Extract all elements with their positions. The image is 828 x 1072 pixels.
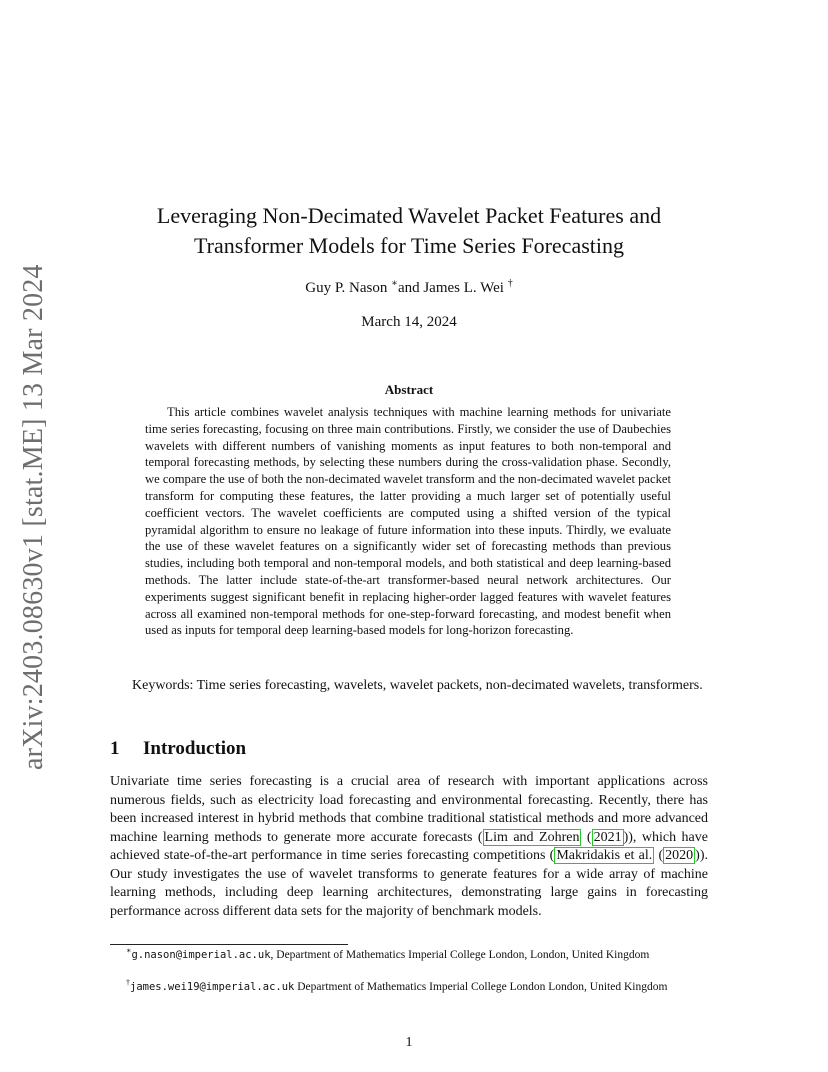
footnote-2 (110, 980, 708, 995)
arxiv-identifier-watermark: arXiv:2403.08630v1 [stat.ME] 13 Mar 2024 (18, 264, 49, 770)
footnote-1-email[interactable]: g.nason@imperial.ac.uk (131, 949, 271, 961)
footnote-divider (110, 944, 348, 945)
section-number: 1 (110, 738, 120, 759)
citation-link-makridakis[interactable]: Makridakis et al. (556, 848, 653, 863)
citation-link-lim-zohren-year[interactable]: 2021 (593, 829, 622, 845)
author-joiner: and James L. Wei (397, 280, 508, 296)
paper-title (110, 201, 708, 261)
footnote-2-mark: † (126, 978, 130, 987)
citation-link-makridakis-year[interactable]: 2020 (665, 848, 694, 863)
author-list (110, 278, 708, 298)
keywords: Keywords: Time series forecasting, wavelets, wavelet packets, non-decimated wavelets, transformers. (132, 678, 703, 693)
section-heading-introduction (110, 737, 246, 761)
author-nason: Guy P. Nason (305, 280, 392, 296)
abstract-text: This article combines wavelet analysis techniques with machine learning methods for univariate time series forecasting, focusing on three main contributions. Firstly, we consider the use of Daubechies wavelets with different numbers of vanishing moments as input features to both non-temporal and temporal forecasting methods, by selecting these numbers during the cross-validation phase. Secondly, we compare the use of both the non-decimated wavelet transform and the non-decimated wavelet packet transform for computing these features, the latter providing a much larger set of potentially useful coefficient vectors. The wavelet coefficients are computed using a shifted version of the typical pyramidal algorithm to ensure no leakage of future information into these inputs. Thirdly, we evaluate the use of these wavelet features on a significantly wider set of forecasting methods than previous studies, including both temporal and non-temporal models, and both statistical and deep learning-based methods. The latter include state-of-the-art transformer-based neural network architectures. Our experiments suggest significant benefit in replacing higher-order lagged features with wavelet features across all examined non-temporal methods for one-step-forward forecasting, and modest benefit when used as inputs for temporal deep learning-based models for long-horizon forecasting. (145, 405, 671, 638)
section-title: Introduction (143, 738, 247, 759)
intro-text-part-5: )). Our study investigates the use of wavelet transforms to generate features for a wide array of machine learning methods, including deep learning architectures, demonstrating large gains in forecasting performance across different data sets for the majority of benchmark models. (110, 848, 708, 919)
title-line-2: Transformer Models for Time Series Forecasting (194, 233, 624, 258)
paper-date: March 14, 2024 (361, 314, 457, 330)
intro-text-part-3: )), which have achieved state-of-the-art performance in time series forecasting competitions ( (110, 829, 708, 863)
intro-text-part-2: ( (581, 829, 592, 845)
title-line-1: Leveraging Non-Decimated Wavelet Packet Features and (156, 203, 662, 228)
footnote-1-text: , Department of Mathematics Imperial College London, London, United Kingdom (270, 949, 650, 961)
footnote-2-email[interactable]: james.wei19@imperial.ac.uk (130, 981, 295, 993)
footnote-1-mark: ∗ (126, 946, 132, 955)
abstract-heading: Abstract (384, 382, 434, 397)
footnote-mark-2[interactable]: † (507, 278, 513, 289)
footnote-mark-1[interactable]: ∗ (391, 278, 398, 289)
introduction-paragraph (110, 773, 708, 921)
page-number: 1 (405, 1035, 413, 1050)
intro-text-part-4: ( (654, 848, 664, 863)
citation-link-lim-zohren[interactable]: Lim and Zohren (484, 829, 580, 845)
footnote-2-text: Department of Mathematics Imperial College London London, United Kingdom (294, 981, 668, 993)
footnote-1 (110, 948, 708, 963)
intro-text-part-1: Univariate time series forecasting is a crucial area of research with important applications across numerous fields, such as electricity load forecasting and environmental forecasting. Recently, there has been increased interest in hybrid methods that combine traditional statistical methods and more advanced machine learning methods to generate more accurate forecasts ( (110, 774, 708, 845)
